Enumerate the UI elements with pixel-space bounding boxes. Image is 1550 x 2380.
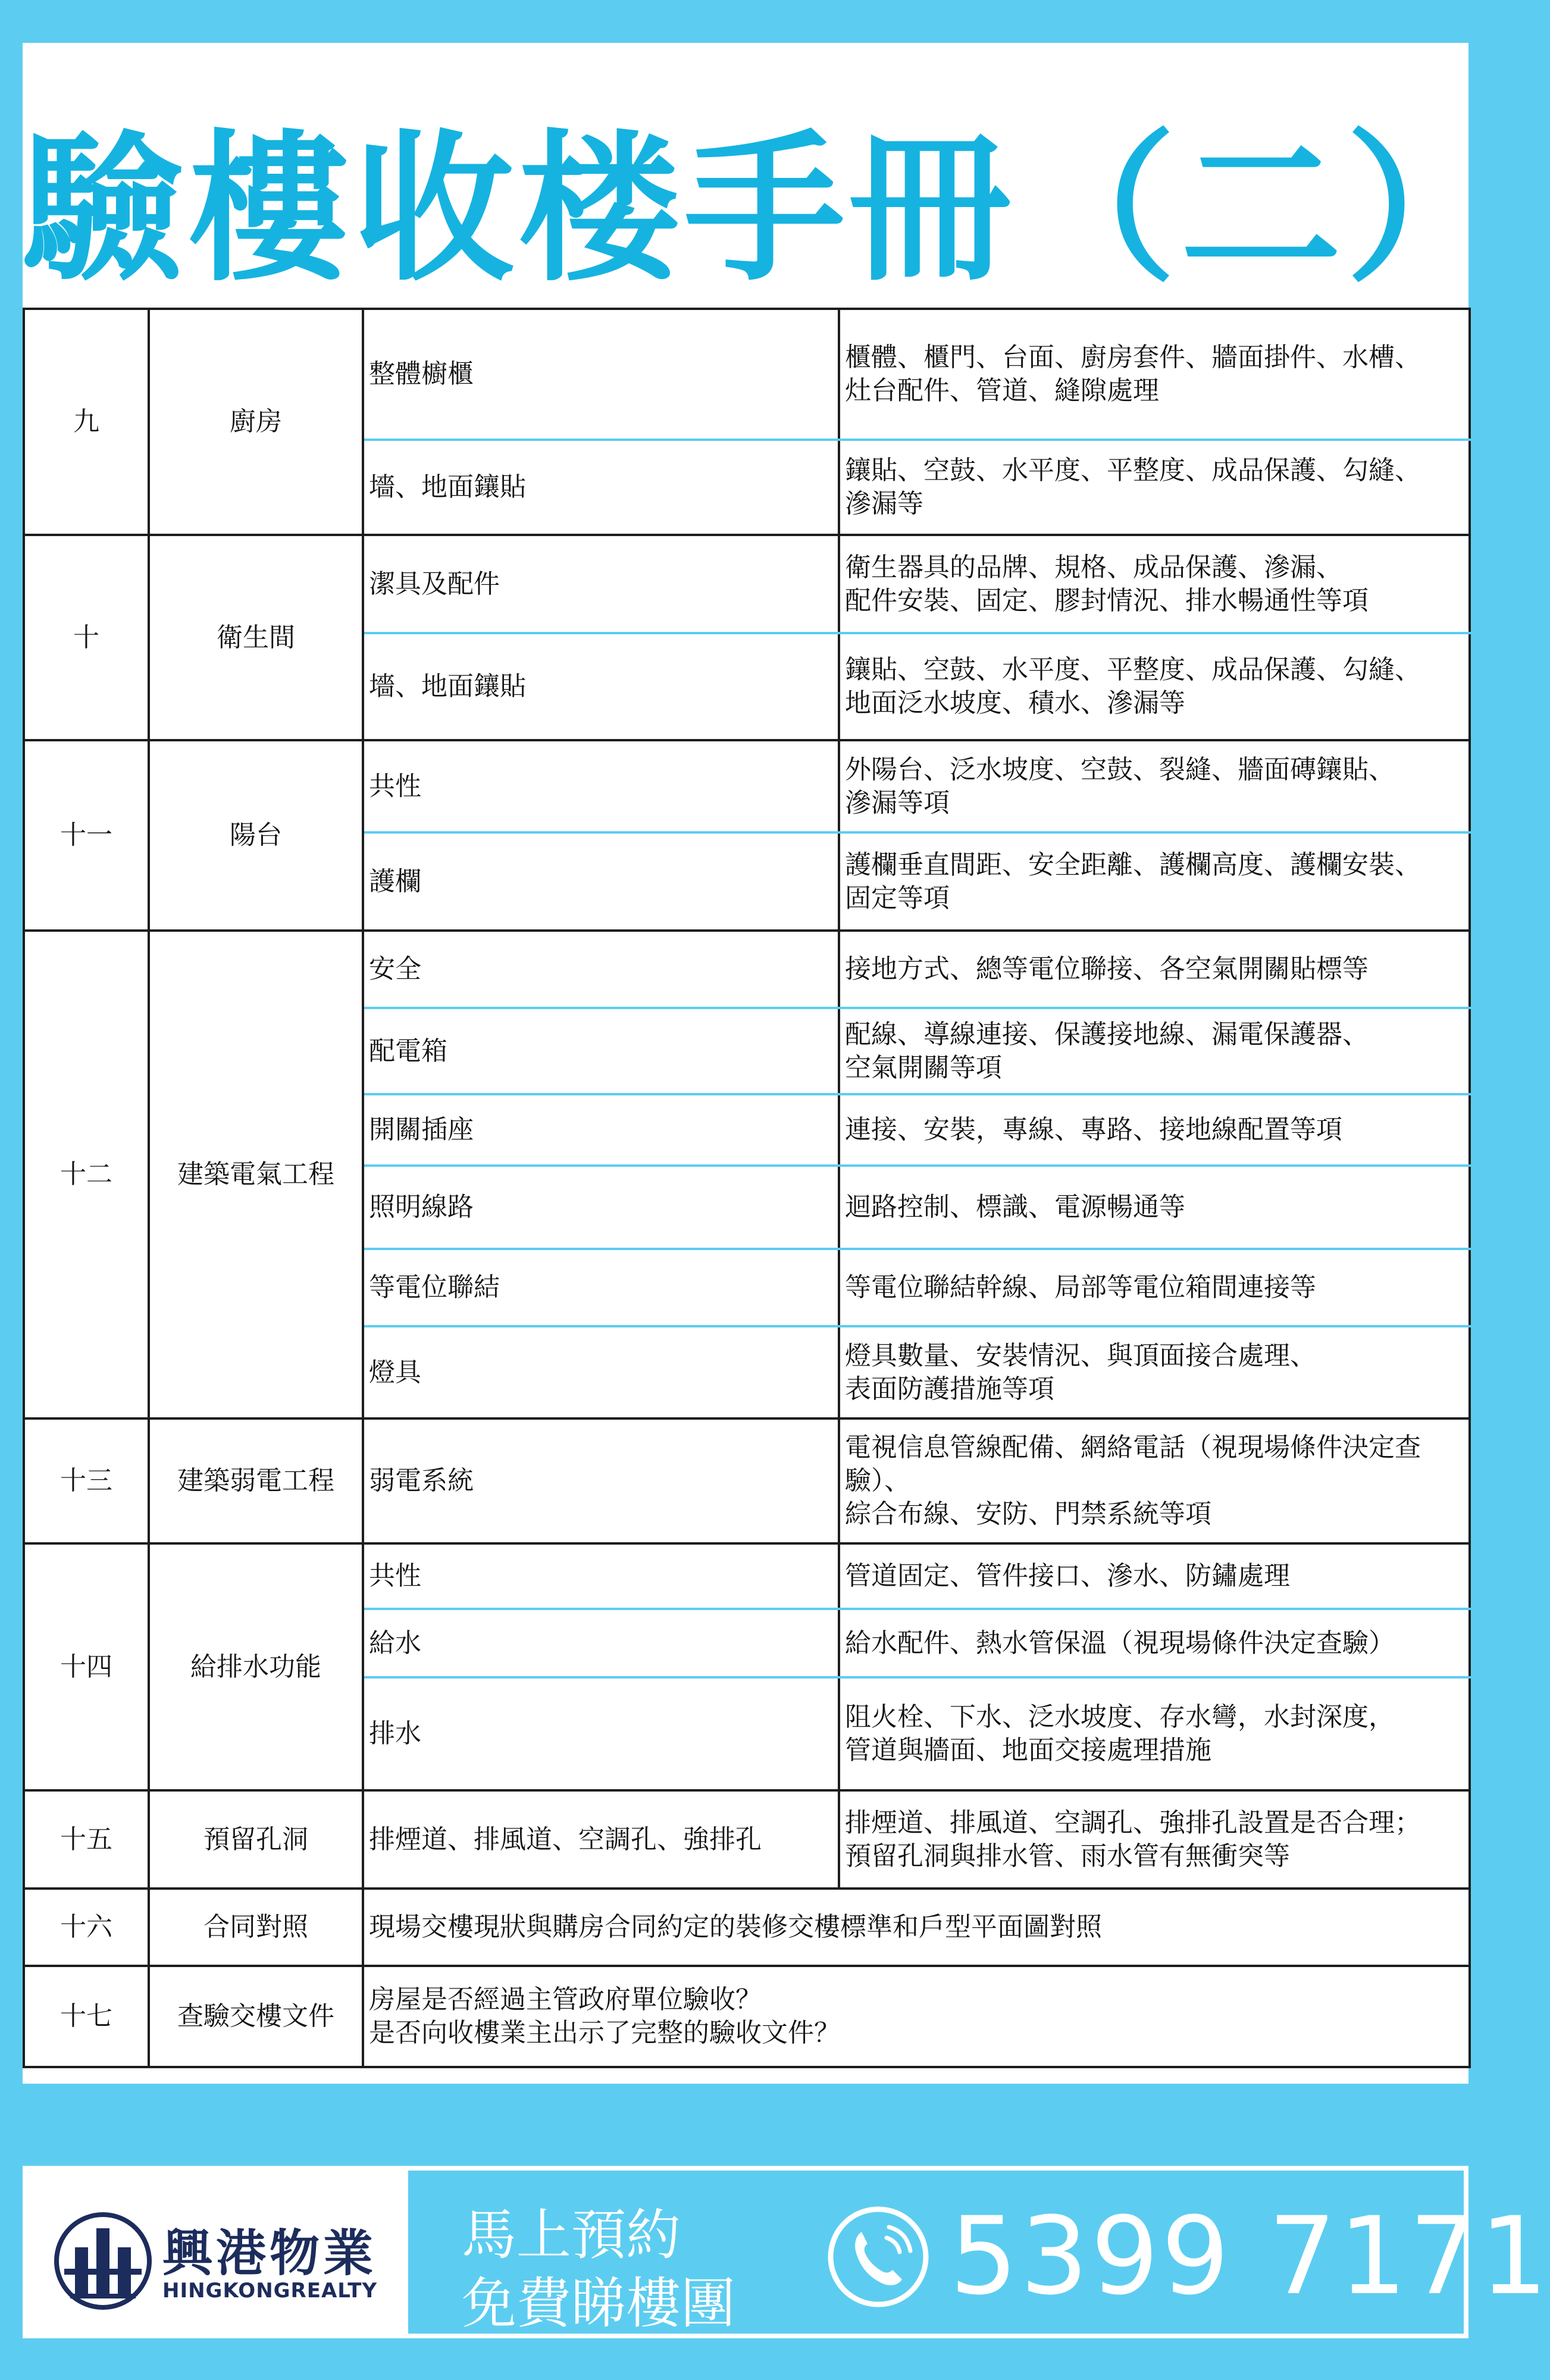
row-detail: 阻火栓、下水、泛水坡度、存水彎，水封深度， 管道與牆面、地面交接處理措施 [839, 1677, 1470, 1790]
table-row [24, 1790, 1470, 1889]
row-sub-item: 墻、地面鑲貼 [363, 440, 839, 535]
row-sub-item: 整體櫥櫃 [363, 309, 839, 440]
row-sub-item: 共性 [363, 1543, 839, 1609]
row-sub-item: 安全 [363, 931, 839, 1008]
logo-english-name: HINGKONGREALTY [162, 2279, 378, 2303]
row-detail: 鑲貼、空鼓、水平度、平整度、成品保護、勾縫、 地面泛水坡度、積水、滲漏等 [839, 633, 1470, 740]
row-sub-item: 墻、地面鑲貼 [363, 633, 839, 740]
row-detail: 迴路控制、標識、電源暢通等 [839, 1166, 1470, 1249]
booking-cta[interactable] [403, 2166, 1550, 2338]
row-detail: 護欄垂直間距、安全距離、護欄高度、護欄安裝、 固定等項 [839, 832, 1470, 931]
table-row [24, 1543, 1470, 1609]
row-area: 給排水功能 [149, 1543, 363, 1790]
row-detail: 電視信息管線配備、網絡電話（視現場條件決定查驗）、 綜合布線、安防、門禁系統等項 [839, 1418, 1470, 1543]
row-sub-item: 開關插座 [363, 1094, 839, 1166]
row-number: 十三 [24, 1418, 149, 1543]
row-number: 十六 [24, 1889, 149, 1966]
row-sub-item: 排水 [363, 1677, 839, 1790]
row-detail: 外陽台、泛水坡度、空鼓、裂縫、牆面磚鑲貼、 滲漏等項 [839, 740, 1470, 832]
row-sub-item: 共性 [363, 740, 839, 832]
row-number: 十一 [24, 740, 149, 931]
row-number: 九 [24, 309, 149, 535]
row-area: 建築電氣工程 [149, 931, 363, 1418]
row-detail: 給水配件、熱水管保溫（視現場條件決定查驗） [839, 1609, 1470, 1677]
row-number: 十五 [24, 1790, 149, 1889]
cta-line-2: 免費睇樓團 [462, 2272, 736, 2335]
phone-number[interactable]: 5399 7171 [950, 2194, 1550, 2319]
row-sub-item: 排煙道、排風道、空調孔、強排孔 [363, 1790, 839, 1889]
row-merged-detail: 房屋是否經過主管政府單位驗收？ 是否向收樓業主出示了完整的驗收文件？ [363, 1966, 1470, 2067]
row-detail: 燈具數量、安裝情況、與頂面接合處理、 表面防護措施等項 [839, 1326, 1470, 1418]
row-number: 十 [24, 535, 149, 740]
row-sub-item: 等電位聯結 [363, 1249, 839, 1326]
row-merged-detail: 現場交樓現狀與購房合同約定的裝修交樓標準和戶型平面圖對照 [363, 1889, 1470, 1966]
logo-chinese-name: 興港物業 [162, 2224, 377, 2282]
row-sub-item: 弱電系統 [363, 1418, 839, 1543]
table-row [24, 1889, 1470, 1966]
phone-icon [825, 2203, 932, 2310]
row-detail: 衛生器具的品牌、規格、成品保護、滲漏、 配件安裝、固定、膠封情況、排水暢通性等項 [839, 535, 1470, 633]
row-sub-item: 照明線路 [363, 1166, 839, 1249]
table-row [24, 309, 1470, 440]
inspection-table [23, 308, 1471, 2068]
row-sub-item: 潔具及配件 [363, 535, 839, 633]
row-detail: 連接、安裝，專線、專路、接地線配置等項 [839, 1094, 1470, 1166]
row-number: 十二 [24, 931, 149, 1418]
row-detail: 接地方式、總等電位聯接、各空氣開關貼標等 [839, 931, 1470, 1008]
table-row [24, 740, 1470, 832]
row-detail: 配線、導線連接、保護接地線、漏電保護器、 空氣開關等項 [839, 1008, 1470, 1094]
row-area: 預留孔洞 [149, 1790, 363, 1889]
building-logo-icon [52, 2210, 154, 2312]
row-detail: 等電位聯結幹線、局部等電位箱間連接等 [839, 1249, 1470, 1326]
row-sub-item: 護欄 [363, 832, 839, 931]
row-sub-item: 燈具 [363, 1326, 839, 1418]
row-number: 十四 [24, 1543, 149, 1790]
row-detail: 管道固定、管件接口、滲水、防鏽處理 [839, 1543, 1470, 1609]
row-sub-item: 給水 [363, 1609, 839, 1677]
inspection-table-body [24, 309, 1470, 2067]
row-area: 廚房 [149, 309, 363, 535]
table-row [24, 535, 1470, 633]
row-area: 查驗交樓文件 [149, 1966, 363, 2067]
table-row [24, 1418, 1470, 1543]
table-row [24, 931, 1470, 1008]
row-number: 十七 [24, 1966, 149, 2067]
row-area: 建築弱電工程 [149, 1418, 363, 1543]
row-area: 衛生間 [149, 535, 363, 740]
main-panel [23, 43, 1511, 2084]
table-row [24, 1966, 1470, 2067]
footer-banner [23, 2166, 1550, 2338]
cta-line-1: 馬上預約 [462, 2203, 681, 2267]
row-area: 陽台 [149, 740, 363, 931]
row-area: 合同對照 [149, 1889, 363, 1966]
row-detail: 排煙道、排風道、空調孔、強排孔設置是否合理； 預留孔洞與排水管、雨水管有無衝突等 [839, 1790, 1470, 1889]
page-title: 驗樓收楼手冊（二） [23, 115, 1511, 303]
row-detail: 櫃體、櫃門、台面、廚房套件、牆面掛件、水槽、 灶台配件、管道、縫隙處理 [839, 309, 1470, 440]
company-logo[interactable] [35, 2178, 415, 2326]
row-detail: 鑲貼、空鼓、水平度、平整度、成品保護、勾縫、 滲漏等 [839, 440, 1470, 535]
row-sub-item: 配電箱 [363, 1008, 839, 1094]
